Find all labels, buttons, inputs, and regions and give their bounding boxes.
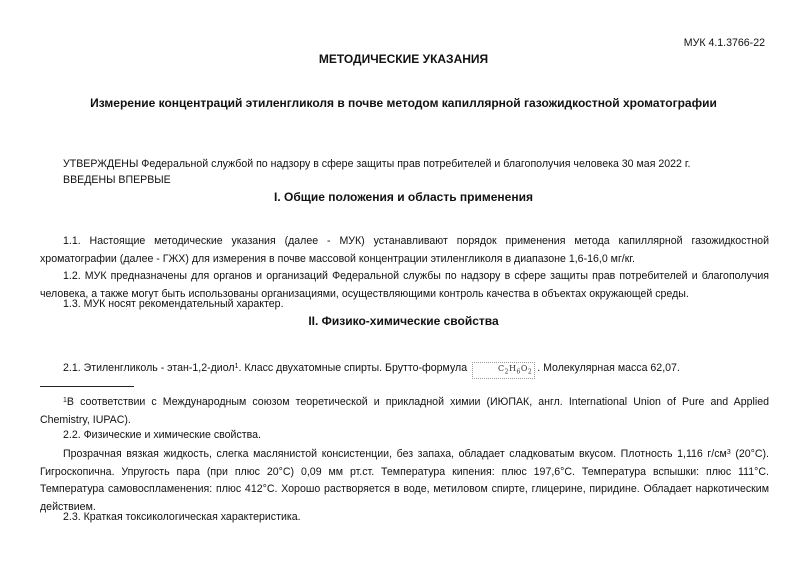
paragraph-1-3: 1.3. МУК носят рекомендательный характер. (63, 298, 284, 310)
paragraph-2-1-middle: . Класс двухатомные спирты. Брутто-формула (238, 362, 468, 374)
paragraph-2-1 (40, 358, 769, 379)
paragraph-2-1-end: . Молекулярная масса 62,07. (537, 362, 680, 374)
footnote-text (40, 392, 769, 429)
paragraph-1-1: 1.1. Настоящие методические указания (далее - МУК) устанавливают порядок применения метода капиллярной газожидкостной хроматографии (далее - ГЖХ) для измерения в почве массовой концентрации этиленгликоля в диапазоне 1,6-16,0 мг/кг. (40, 235, 769, 265)
chemical-formula-image: $C_2H_6O_2$ (472, 362, 535, 379)
document-subtitle: Измерение концентраций этиленгликоля в почве методом капиллярной газожидкостной хроматографии (90, 96, 717, 110)
footnote-number: 1 (63, 397, 67, 404)
paragraph-2-2-text (40, 444, 769, 516)
footnote-reference[interactable]: 1 (234, 363, 239, 370)
cubic-exponent: 3 (726, 449, 731, 456)
document-number: МУК 4.1.3766-22 (683, 37, 765, 49)
approval-statement: УТВЕРЖДЕНЫ Федеральной службой по надзору в сфере защиты прав потребителей и благополучия человека 30 мая 2022 г. (63, 158, 691, 170)
properties-text-part2: (20°С). Гигроскопична. Упругость пара (при плюс 20°С) 0,09 мм рт.ст. Температура кипения: плюс 197,6°С. Температура вспышки: плюс 111°С. Температура самовоспламенения: плюс 412°С. Хорошо растворяется в воде, метиловом спирте, глицерине, пиридине. Обладает наркотическим действием. (40, 448, 769, 513)
document-title: МЕТОДИЧЕСКИЕ УКАЗАНИЯ (318, 52, 489, 66)
paragraph-2-3: 2.3. Краткая токсикологическая характеристика. (63, 511, 301, 523)
section-2-heading: II. Физико-химические свойства (308, 314, 499, 328)
footnote-divider (40, 386, 134, 387)
paragraph-2-1-start: 2.1. Этиленгликоль - этан-1,2-диол (63, 362, 235, 374)
paragraph-2-2: 2.2. Физические и химические свойства. (63, 429, 261, 441)
paragraph-1-2: 1.2. МУК предназначены для органов и организаций Федеральной службы по надзору в сфере защиты прав потребителей и благополучия человека, а также могут быть использованы организациями, осуществляющими контроль качества в объектах окружающей среды. (40, 270, 769, 300)
introduced-statement: ВВЕДЕНЫ ВПЕРВЫЕ (63, 174, 171, 186)
footnote-body: В соответствии с Международным союзом теоретической и прикладной химии (ИЮПАК, англ. International Union of Pure and Applied Chemistry, IUPAC). (40, 396, 769, 426)
section-1-heading: I. Общие положения и область применения (274, 190, 533, 204)
properties-text-part1: Прозрачная вязкая жидкость, слегка маслянистой консистенции, без запаха, обладает сладковатым вкусом. Плотность 1,116 г/см (63, 448, 727, 460)
